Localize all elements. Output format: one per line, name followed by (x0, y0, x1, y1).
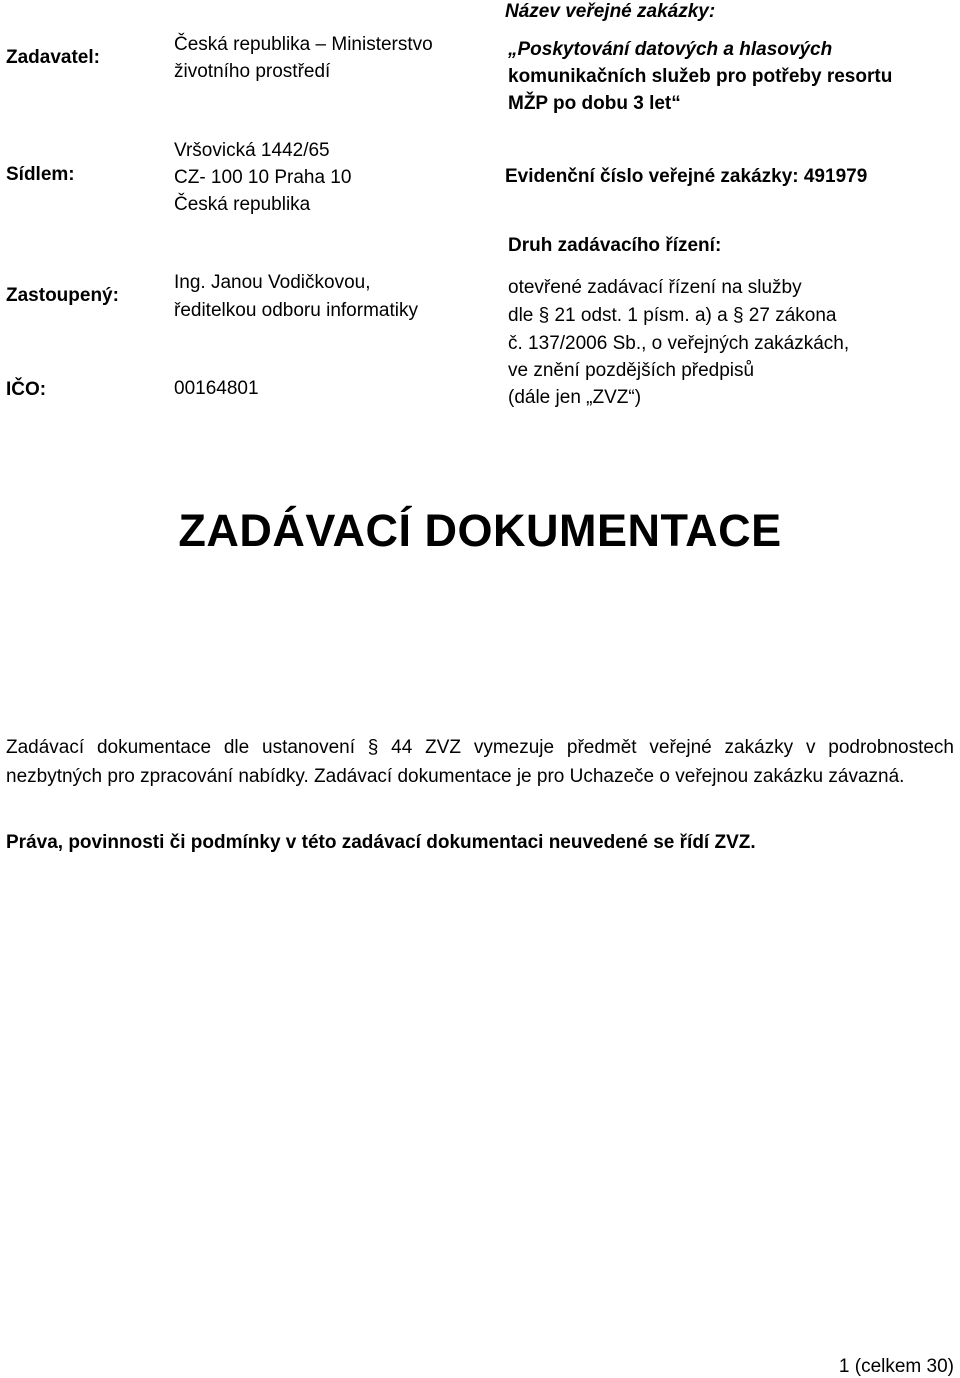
zadavatel-label: Zadavatel: (6, 47, 100, 68)
contract-name-label: Název veřejné zakázky: (505, 1, 716, 22)
procedure-line4: ve znění pozdějších předpisů (508, 360, 755, 381)
procedure-line2: dle § 21 odst. 1 písm. a) a § 27 zákona (508, 305, 837, 326)
body-paragraph-2: Práva, povinnosti či podmínky v této zadávací dokumentaci neuvedené se řídí ZVZ. (6, 832, 756, 853)
contract-name-line2: komunikačních služeb pro potřeby resortu (508, 66, 893, 87)
zastoupeny-line1: Ing. Janou Vodičkovou, (174, 272, 371, 293)
ico-label: IČO: (6, 379, 47, 400)
document-title: ZADÁVACÍ DOKUMENTACE (178, 505, 782, 556)
sidlo-line3: Česká republika (174, 194, 311, 215)
procedure-line3: č. 137/2006 Sb., o veřejných zakázkách, (508, 333, 850, 354)
procedure-line5: (dále jen „ZVZ“) (508, 387, 642, 408)
page-number: 1 (celkem 30) (838, 1356, 954, 1377)
contract-name-line1: „Poskytování datových a hlasových (508, 39, 833, 60)
ico-value: 00164801 (174, 378, 259, 399)
sidlo-line2: CZ- 100 10 Praha 10 (174, 167, 352, 188)
sidlo-label: Sídlem: (6, 164, 75, 185)
body-paragraph-1: Zadávací dokumentace dle ustanovení § 44 ZVZ vymezuje předmět veřejné zakázky v podrobnostech nezbytných pro zpracování nabídky. Zadávací dokumentace je pro Uchazeče o veřejnou zakázku závazná. (6, 737, 954, 787)
zadavatel-name-line2: životního prostředí (174, 61, 331, 82)
zastoupeny-label: Zastoupený: (6, 285, 119, 306)
procedure-label: Druh zadávacího řízení: (508, 235, 722, 256)
contract-name-line3: MŽP po dobu 3 let“ (508, 93, 681, 114)
sidlo-line1: Vršovická 1442/65 (174, 140, 330, 161)
zastoupeny-line2: ředitelkou odboru informatiky (174, 300, 418, 321)
evidence-number: Evidenční číslo veřejné zakázky: 491979 (505, 166, 868, 187)
procedure-line1: otevřené zadávací řízení na služby (508, 277, 802, 298)
zadavatel-name-line1: Česká republika – Ministerstvo (174, 34, 433, 55)
